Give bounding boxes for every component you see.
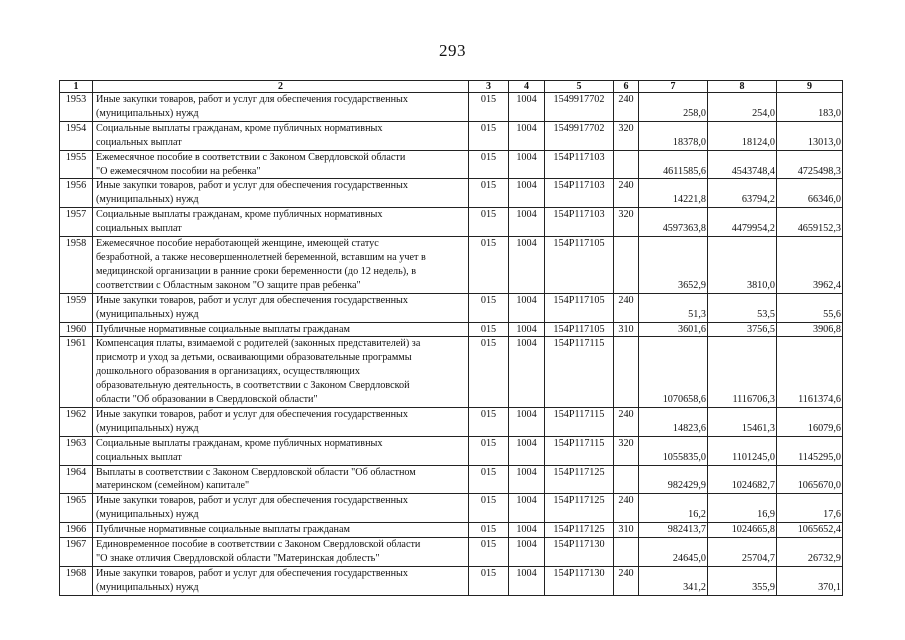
description-line: Компенсация платы, взимаемой с родителей (законных представителей) за (96, 338, 421, 350)
description-line: (муниципальных) нужд (96, 422, 199, 434)
ministry-code: 015 (469, 494, 509, 523)
ministry-code: 015 (469, 93, 509, 122)
description-line: материнском (семейном) капитале" (96, 480, 250, 492)
section-code: 1004 (509, 208, 545, 237)
section-code: 1004 (509, 179, 545, 208)
row-number: 1963 (60, 436, 93, 465)
row-number: 1966 (60, 523, 93, 538)
target-article-code: 1549917702 (545, 93, 614, 122)
target-article-code: 154Р117115 (545, 407, 614, 436)
amount-year-3: 13013,0 (777, 121, 843, 150)
column-header: 1 (60, 81, 93, 93)
table-row (60, 121, 843, 150)
amount-year-3: 3962,4 (777, 237, 843, 294)
row-description (93, 121, 469, 150)
amount-year-3: 26732,9 (777, 538, 843, 567)
amount-year-3: 55,6 (777, 293, 843, 322)
target-article-code: 154Р117125 (545, 465, 614, 494)
amount-year-2: 53,5 (708, 293, 777, 322)
description-line: Иные закупки товаров, работ и услуг для обеспечения государственных (96, 408, 408, 420)
amount-year-2: 3756,5 (708, 322, 777, 337)
expense-type-code: 240 (614, 93, 639, 122)
ministry-code: 015 (469, 322, 509, 337)
amount-year-2: 1024682,7 (708, 465, 777, 494)
amount-year-3: 66346,0 (777, 179, 843, 208)
section-code: 1004 (509, 237, 545, 294)
expense-type-code: 240 (614, 566, 639, 595)
description-line: (муниципальных) нужд (96, 107, 199, 119)
section-code: 1004 (509, 407, 545, 436)
row-number: 1954 (60, 121, 93, 150)
target-article-code: 154Р117130 (545, 538, 614, 567)
section-code: 1004 (509, 322, 545, 337)
table-row (60, 337, 843, 408)
target-article-code: 154Р117103 (545, 179, 614, 208)
table-row (60, 407, 843, 436)
row-description (93, 538, 469, 567)
amount-year-3: 183,0 (777, 93, 843, 122)
table-row (60, 494, 843, 523)
amount-year-2: 1101245,0 (708, 436, 777, 465)
amount-year-3: 16079,6 (777, 407, 843, 436)
description-line: Ежемесячное пособие неработающей женщине, имеющей статус (96, 238, 379, 250)
column-header: 3 (469, 81, 509, 93)
table-row (60, 150, 843, 179)
table-row (60, 293, 843, 322)
expense-type-code (614, 465, 639, 494)
column-header: 5 (545, 81, 614, 93)
expense-type-code: 240 (614, 407, 639, 436)
description-line: Социальные выплаты гражданам, кроме публичных нормативных (96, 209, 383, 221)
amount-year-1: 982413,7 (639, 523, 708, 538)
row-number: 1958 (60, 237, 93, 294)
amount-year-3: 370,1 (777, 566, 843, 595)
section-code: 1004 (509, 150, 545, 179)
row-number: 1965 (60, 494, 93, 523)
amount-year-1: 982429,9 (639, 465, 708, 494)
amount-year-2: 16,9 (708, 494, 777, 523)
row-number: 1953 (60, 93, 93, 122)
amount-year-1: 18378,0 (639, 121, 708, 150)
amount-year-2: 254,0 (708, 93, 777, 122)
description-line: образовательную деятельность, в соответствии с Законом Свердловской (96, 380, 410, 392)
row-number: 1964 (60, 465, 93, 494)
row-number: 1960 (60, 322, 93, 337)
row-number: 1967 (60, 538, 93, 567)
expense-type-code (614, 237, 639, 294)
column-header: 8 (708, 81, 777, 93)
expense-type-code: 320 (614, 121, 639, 150)
target-article-code: 154Р117105 (545, 293, 614, 322)
section-code: 1004 (509, 293, 545, 322)
ministry-code: 015 (469, 436, 509, 465)
description-line: медицинской организации в ранние сроки беременности (до 12 недель), в (96, 265, 417, 277)
description-line: Публичные нормативные социальные выплаты гражданам (96, 323, 350, 335)
section-code: 1004 (509, 566, 545, 595)
description-line: социальных выплат (96, 451, 182, 463)
ministry-code: 015 (469, 237, 509, 294)
column-header: 9 (777, 81, 843, 93)
amount-year-3: 1065670,0 (777, 465, 843, 494)
target-article-code: 1549917702 (545, 121, 614, 150)
amount-year-1: 4597363,8 (639, 208, 708, 237)
amount-year-1: 14823,6 (639, 407, 708, 436)
table-body (60, 93, 843, 596)
row-number: 1962 (60, 407, 93, 436)
row-number: 1959 (60, 293, 93, 322)
expense-type-code: 240 (614, 179, 639, 208)
page-number: 293 (439, 41, 466, 60)
description-line: безработной, а также несовершеннолетней беременной, вставшим на учет в (96, 251, 426, 263)
row-description (93, 407, 469, 436)
target-article-code: 154Р117103 (545, 208, 614, 237)
row-description (93, 93, 469, 122)
row-number: 1955 (60, 150, 93, 179)
expense-type-code: 240 (614, 494, 639, 523)
row-description (93, 436, 469, 465)
ministry-code: 015 (469, 538, 509, 567)
target-article-code: 154Р117115 (545, 436, 614, 465)
row-description (93, 322, 469, 337)
ministry-code: 015 (469, 523, 509, 538)
table-row (60, 538, 843, 567)
row-number: 1957 (60, 208, 93, 237)
section-code: 1004 (509, 436, 545, 465)
row-number: 1961 (60, 337, 93, 408)
table-row (60, 208, 843, 237)
description-line: социальных выплат (96, 136, 182, 148)
row-description (93, 566, 469, 595)
row-description (93, 465, 469, 494)
section-code: 1004 (509, 93, 545, 122)
target-article-code: 154Р117105 (545, 237, 614, 294)
description-line: социальных выплат (96, 223, 182, 235)
amount-year-1: 51,3 (639, 293, 708, 322)
expense-type-code: 320 (614, 208, 639, 237)
row-number: 1956 (60, 179, 93, 208)
row-description (93, 237, 469, 294)
row-description (93, 179, 469, 208)
row-description (93, 293, 469, 322)
amount-year-2: 1024665,8 (708, 523, 777, 538)
amount-year-3: 4659152,3 (777, 208, 843, 237)
amount-year-1: 16,2 (639, 494, 708, 523)
amount-year-2: 25704,7 (708, 538, 777, 567)
amount-year-2: 3810,0 (708, 237, 777, 294)
table-row (60, 322, 843, 337)
amount-year-3: 1065652,4 (777, 523, 843, 538)
ministry-code: 015 (469, 407, 509, 436)
ministry-code: 015 (469, 179, 509, 208)
column-header: 4 (509, 81, 545, 93)
table-row (60, 93, 843, 122)
row-description (93, 494, 469, 523)
section-code: 1004 (509, 465, 545, 494)
row-number: 1968 (60, 566, 93, 595)
description-line: дошкольного образования в организациях, осуществляющих (96, 366, 360, 378)
row-description (93, 150, 469, 179)
description-line: (муниципальных) нужд (96, 581, 199, 593)
ministry-code: 015 (469, 150, 509, 179)
description-line: Иные закупки товаров, работ и услуг для обеспечения государственных (96, 180, 408, 192)
description-line: Социальные выплаты гражданам, кроме публичных нормативных (96, 122, 383, 134)
description-line: Единовременное пособие в соответствии с Законом Свердловской области (96, 539, 421, 551)
target-article-code: 154Р117103 (545, 150, 614, 179)
ministry-code: 015 (469, 208, 509, 237)
table-row (60, 179, 843, 208)
description-line: Иные закупки товаров, работ и услуг для обеспечения государственных (96, 495, 408, 507)
amount-year-1: 14221,8 (639, 179, 708, 208)
section-code: 1004 (509, 337, 545, 408)
table-row (60, 436, 843, 465)
expense-type-code (614, 538, 639, 567)
amount-year-2: 63794,2 (708, 179, 777, 208)
description-line: (муниципальных) нужд (96, 509, 199, 521)
amount-year-1: 3601,6 (639, 322, 708, 337)
description-line: "О знаке отличия Свердловской области "Материнская доблесть" (96, 553, 380, 564)
description-line: "О ежемесячном пособии на ребенка" (96, 165, 261, 177)
description-line: Ежемесячное пособие в соответствии с Законом Свердловской области (96, 151, 406, 163)
expense-type-code: 240 (614, 293, 639, 322)
amount-year-3: 1145295,0 (777, 436, 843, 465)
amount-year-2: 18124,0 (708, 121, 777, 150)
ministry-code: 015 (469, 566, 509, 595)
description-line: (муниципальных) нужд (96, 308, 199, 320)
amount-year-3: 3906,8 (777, 322, 843, 337)
table-row (60, 566, 843, 595)
amount-year-1: 258,0 (639, 93, 708, 122)
amount-year-1: 1055835,0 (639, 436, 708, 465)
row-description (93, 337, 469, 408)
target-article-code: 154Р117125 (545, 494, 614, 523)
target-article-code: 154Р117115 (545, 337, 614, 408)
ministry-code: 015 (469, 465, 509, 494)
expense-type-code (614, 150, 639, 179)
amount-year-1: 1070658,6 (639, 337, 708, 408)
amount-year-3: 17,6 (777, 494, 843, 523)
header-row (60, 81, 843, 93)
amount-year-3: 4725498,3 (777, 150, 843, 179)
table-row (60, 465, 843, 494)
target-article-code: 154Р117130 (545, 566, 614, 595)
description-line: Выплаты в соответствии с Законом Свердловской области "Об областном (96, 466, 416, 478)
column-header: 6 (614, 81, 639, 93)
table-row (60, 523, 843, 538)
section-code: 1004 (509, 494, 545, 523)
column-header: 2 (93, 81, 469, 93)
amount-year-2: 1116706,3 (708, 337, 777, 408)
amount-year-1: 24645,0 (639, 538, 708, 567)
description-line: Социальные выплаты гражданам, кроме публичных нормативных (96, 437, 383, 449)
ministry-code: 015 (469, 293, 509, 322)
amount-year-3: 1161374,6 (777, 337, 843, 408)
section-code: 1004 (509, 538, 545, 567)
expense-type-code: 310 (614, 523, 639, 538)
description-line: Иные закупки товаров, работ и услуг для обеспечения государственных (96, 567, 408, 579)
target-article-code: 154Р117105 (545, 322, 614, 337)
description-line: Иные закупки товаров, работ и услуг для обеспечения государственных (96, 94, 408, 105)
amount-year-2: 355,9 (708, 566, 777, 595)
amount-year-1: 3652,9 (639, 237, 708, 294)
description-line: Публичные нормативные социальные выплаты гражданам (96, 524, 350, 536)
description-line: (муниципальных) нужд (96, 194, 199, 206)
expense-type-code: 310 (614, 322, 639, 337)
ministry-code: 015 (469, 121, 509, 150)
amount-year-2: 15461,3 (708, 407, 777, 436)
section-code: 1004 (509, 121, 545, 150)
budget-table (59, 80, 843, 596)
amount-year-2: 4479954,2 (708, 208, 777, 237)
description-line: присмотр и уход за детьми, осваивающими образовательные программы (96, 352, 412, 364)
row-description (93, 523, 469, 538)
table-row (60, 237, 843, 294)
expense-type-code (614, 337, 639, 408)
section-code: 1004 (509, 523, 545, 538)
amount-year-1: 4611585,6 (639, 150, 708, 179)
description-line: области "Об образовании в Свердловской области" (96, 394, 318, 406)
amount-year-1: 341,2 (639, 566, 708, 595)
amount-year-2: 4543748,4 (708, 150, 777, 179)
expense-type-code: 320 (614, 436, 639, 465)
row-description (93, 208, 469, 237)
description-line: Иные закупки товаров, работ и услуг для обеспечения государственных (96, 294, 408, 306)
ministry-code: 015 (469, 337, 509, 408)
column-header: 7 (639, 81, 708, 93)
description-line: соответствии с Областным законом "О защите прав ребенка" (96, 279, 361, 291)
target-article-code: 154Р117125 (545, 523, 614, 538)
